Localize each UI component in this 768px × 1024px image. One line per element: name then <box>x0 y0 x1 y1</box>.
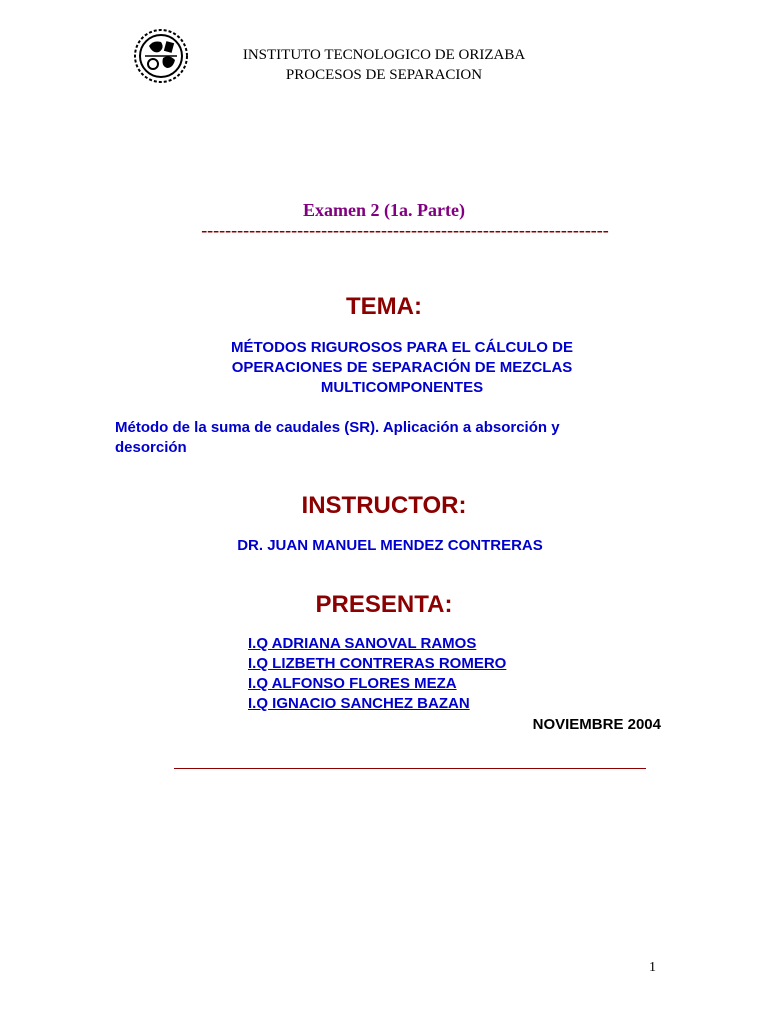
list-item <box>248 654 506 674</box>
topic-title <box>150 338 654 398</box>
list-item <box>248 634 506 654</box>
presenta-heading: PRESENTA: <box>315 591 453 618</box>
institution-name: INSTITUTO TECNOLOGICO DE ORIZABA <box>242 47 526 63</box>
topic-line: MULTICOMPONENTES <box>320 379 484 396</box>
dashed-separator: -------------------------------------------------------------------- <box>201 220 609 240</box>
presenters-list <box>248 634 506 714</box>
list-item <box>248 674 506 694</box>
method-subtitle <box>115 418 615 458</box>
page-number: 1 <box>649 960 656 975</box>
tema-heading: TEMA: <box>346 293 422 320</box>
presenter-name: I.Q IGNACIO SANCHEZ BAZAN <box>248 695 470 712</box>
horizontal-rule <box>174 768 646 769</box>
method-line: Método de la suma de caudales (SR). Aplicación a absorción y <box>115 419 560 436</box>
instructor-name: DR. JUAN MANUEL MENDEZ CONTRERAS <box>237 537 543 554</box>
exam-title: Examen 2 (1a. Parte) <box>303 200 465 220</box>
method-line: desorción <box>115 439 187 456</box>
list-item <box>248 694 506 714</box>
topic-line: MÉTODOS RIGUROSOS PARA EL CÁLCULO DE <box>231 339 573 356</box>
presenter-name: I.Q ALFONSO FLORES MEZA <box>248 675 457 692</box>
course-name: PROCESOS DE SEPARACION <box>285 67 483 83</box>
document-date: NOVIEMBRE 2004 <box>532 716 661 733</box>
presenter-name: I.Q ADRIANA SANOVAL RAMOS <box>248 635 477 652</box>
presenter-name: I.Q LIZBETH CONTRERAS ROMERO <box>248 655 507 672</box>
topic-line: OPERACIONES DE SEPARACIÓN DE MEZCLAS <box>231 359 573 376</box>
instructor-heading: INSTRUCTOR: <box>301 492 467 519</box>
